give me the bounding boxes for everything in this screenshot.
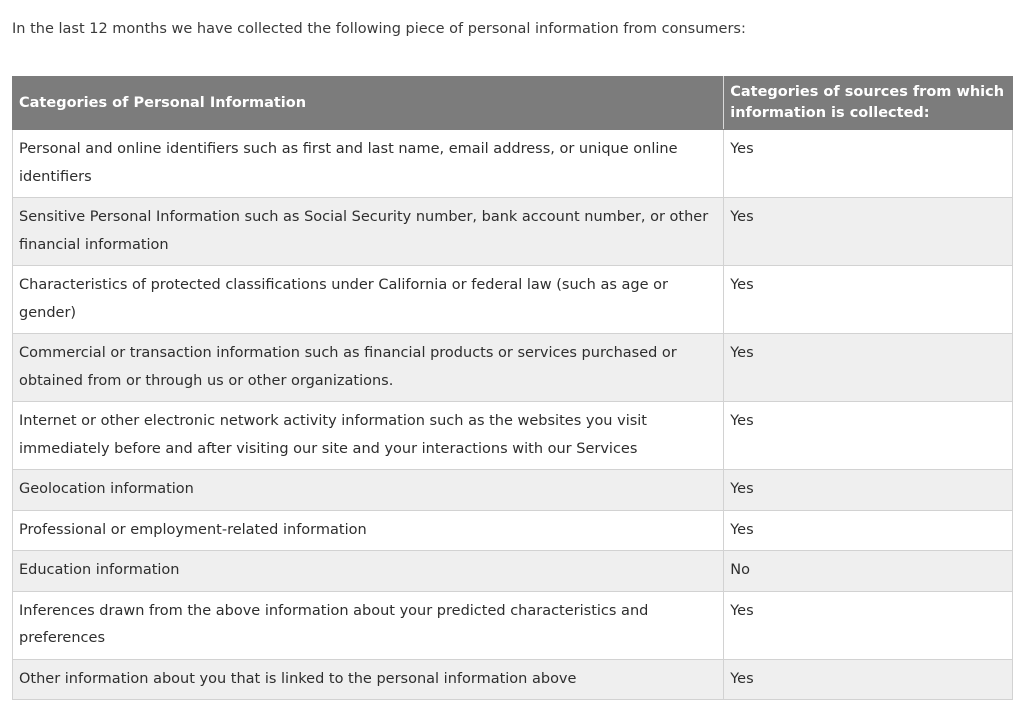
category-cell: Other information about you that is linked to the personal information above bbox=[13, 659, 724, 700]
category-cell: Characteristics of protected classifications under California or federal law (such as age or gender) bbox=[13, 266, 724, 334]
collected-cell: Yes bbox=[724, 659, 1013, 700]
category-cell: Geolocation information bbox=[13, 470, 724, 511]
table-row bbox=[13, 334, 1013, 402]
collected-cell: Yes bbox=[724, 470, 1013, 511]
table-row bbox=[13, 266, 1013, 334]
table-row bbox=[13, 402, 1013, 470]
table-row bbox=[13, 470, 1013, 511]
collected-cell: Yes bbox=[724, 334, 1013, 402]
collected-cell: Yes bbox=[724, 402, 1013, 470]
collected-cell: No bbox=[724, 551, 1013, 592]
category-cell: Commercial or transaction information such as financial products or services purchased or obtained from or through us or other organizations. bbox=[13, 334, 724, 402]
table-row bbox=[13, 659, 1013, 700]
category-cell: Personal and online identifiers such as first and last name, email address, or unique online identifiers bbox=[13, 130, 724, 198]
category-cell: Professional or employment-related information bbox=[13, 510, 724, 551]
personal-information-table bbox=[12, 76, 1013, 700]
header-categories-of-personal-information: Categories of Personal Information bbox=[13, 77, 724, 130]
category-cell: Sensitive Personal Information such as Social Security number, bank account number, or other financial information bbox=[13, 198, 724, 266]
collected-cell: Yes bbox=[724, 130, 1013, 198]
header-categories-of-sources: Categories of sources from which information is collected: bbox=[724, 77, 1013, 130]
category-cell: Inferences drawn from the above information about your predicted characteristics and preferences bbox=[13, 591, 724, 659]
intro-text: In the last 12 months we have collected the following piece of personal information from consumers: bbox=[12, 20, 746, 37]
collected-cell: Yes bbox=[724, 266, 1013, 334]
table-header-row bbox=[13, 77, 1013, 130]
table-row bbox=[13, 510, 1013, 551]
category-cell: Education information bbox=[13, 551, 724, 592]
table-row bbox=[13, 591, 1013, 659]
category-cell: Internet or other electronic network activity information such as the websites you visit immediately before and after visiting our site and your interactions with our Services bbox=[13, 402, 724, 470]
collected-cell: Yes bbox=[724, 591, 1013, 659]
table-row bbox=[13, 551, 1013, 592]
table-row bbox=[13, 130, 1013, 198]
collected-cell: Yes bbox=[724, 510, 1013, 551]
table-row bbox=[13, 198, 1013, 266]
collected-cell: Yes bbox=[724, 198, 1013, 266]
